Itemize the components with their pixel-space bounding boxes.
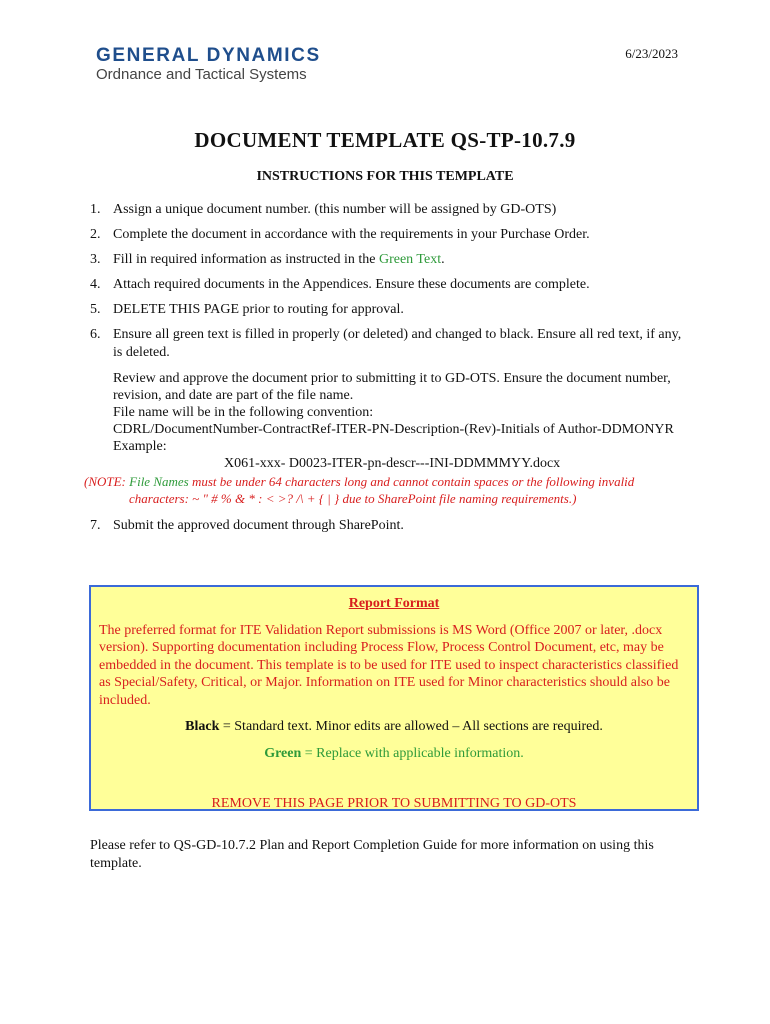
document-title: DOCUMENT TEMPLATE QS-TP-10.7.9	[194, 128, 576, 152]
logo-name: GENERAL DYNAMICS	[96, 45, 321, 66]
note-prefix: (NOTE:	[84, 474, 130, 489]
item-number: 5.	[90, 302, 101, 317]
document-date: 6/23/2023	[625, 46, 678, 61]
instruction-item	[90, 326, 690, 362]
review-text: Review and approve the document prior to submitting it to GD-OTS. Ensure the document number, revision, and date are part of the file name.	[113, 371, 671, 403]
instruction-item	[90, 301, 690, 319]
item-number: 6.	[90, 327, 101, 342]
item-text: Assign a unique document number. (this number will be assigned by GD-OTS)	[113, 202, 557, 217]
instruction-item	[90, 517, 690, 535]
file-name-convention: CDRL/DocumentNumber-ContractRef-ITER-PN-Description-(Rev)-Initials of Author-DDMONYR	[113, 422, 674, 437]
item-text: Fill in required information as instructed in the	[113, 252, 379, 267]
instructions-list	[84, 201, 690, 542]
green-text-example: Green Text	[378, 252, 442, 267]
item-number: 1.	[90, 202, 101, 217]
file-naming-instructions	[90, 370, 690, 472]
item-text: DELETE THIS PAGE prior to routing for approval.	[113, 302, 404, 317]
instruction-item	[90, 226, 690, 244]
item-number: 7.	[90, 518, 101, 533]
note-invalid-characters: characters: ~ " # % & * : < >? /\ + { | } due to SharePoint file naming requirements.)	[129, 491, 577, 506]
item-number: 3.	[90, 252, 101, 267]
example-file-name: X061-xxx- D0023-ITER-pn-descr---INI-DDMMMYY.docx	[224, 456, 561, 471]
instructions-heading: INSTRUCTIONS FOR THIS TEMPLATE	[256, 169, 514, 184]
item-text: Attach required documents in the Appendices. Ensure these documents are complete.	[113, 277, 590, 292]
instruction-item	[90, 201, 690, 219]
report-format-title: Report Format	[348, 596, 440, 611]
item-text: Ensure all green text is filled in properly (or deleted) and changed to black. Ensure all red text, if any, is deleted.	[113, 327, 682, 360]
black-label: Black	[185, 719, 220, 734]
company-logo	[96, 46, 321, 84]
item-text: Complete the document in accordance with the requirements in your Purchase Order.	[113, 227, 590, 242]
example-label: Example:	[113, 439, 167, 454]
file-name-convention-label: File name will be in the following convention:	[113, 405, 374, 420]
report-format-box	[89, 585, 699, 811]
black-description: = Standard text. Minor edits are allowed – All sections are required.	[219, 719, 603, 734]
logo-subtitle: Ordnance and Tactical Systems	[96, 66, 307, 83]
green-description: = Replace with applicable information.	[301, 745, 524, 761]
note-green-text: File Names	[129, 474, 189, 489]
green-label: Green	[264, 745, 302, 761]
instruction-item	[90, 276, 690, 294]
note-text: must be under 64 characters long and cannot contain spaces or the following invalid	[188, 474, 635, 489]
black-legend	[91, 718, 697, 736]
item-number: 2.	[90, 227, 101, 242]
item-text: Submit the approved document through SharePoint.	[113, 518, 404, 533]
instruction-item	[90, 251, 690, 269]
file-name-note	[84, 473, 690, 507]
green-legend	[91, 745, 697, 763]
report-format-paragraph: The preferred format for ITE Validation Report submissions is MS Word (Office 2007 or later, .docx version). Supporting documentation including Process Flow, Process Control Document, etc, may be embedded in the document. This template is to be used for ITE used to inspect characteristics classified as Special/Safety, Critical, or Major. Information on ITE used for Minor characteristics should also be included.	[99, 622, 679, 708]
remove-page-notice: REMOVE THIS PAGE PRIOR TO SUBMITTING TO GD-OTS	[211, 796, 577, 811]
item-text-end: .	[441, 252, 445, 267]
item-number: 4.	[90, 277, 101, 292]
footer-reference: Please refer to QS-GD-10.7.2 Plan and Report Completion Guide for more information on using this template.	[90, 838, 654, 871]
